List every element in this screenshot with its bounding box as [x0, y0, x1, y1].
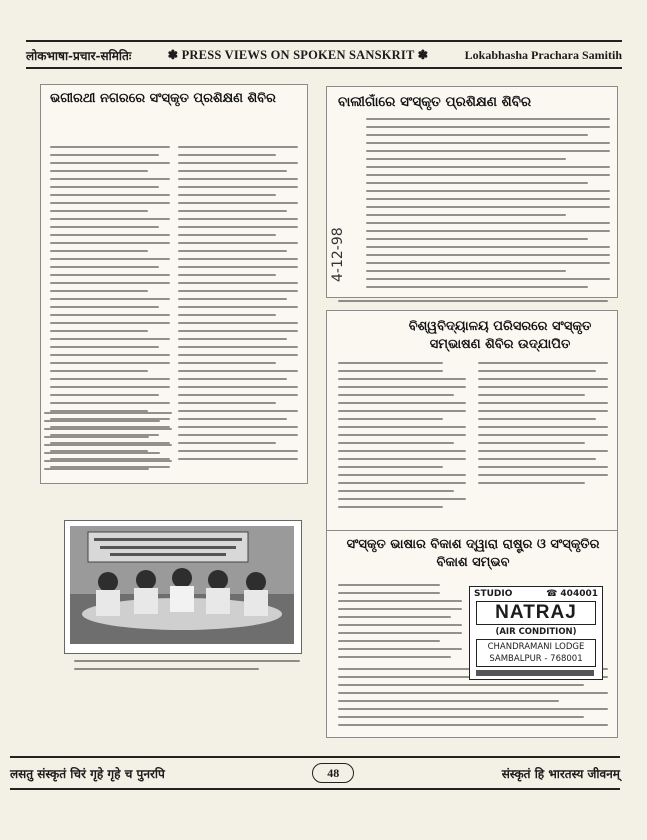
header-top-rule: [26, 40, 622, 42]
page-number: 48: [312, 763, 354, 783]
ad-note: (AIR CONDITION): [495, 627, 577, 637]
footer-bottom-rule: [10, 788, 620, 790]
footer-top-rule: [10, 756, 620, 758]
article-1-lower-col1: [44, 412, 172, 476]
group-photo-image: [70, 526, 294, 644]
article-4-headline: ସଂସ୍କୃତ ଭାଷାର ବିକାଶ ଦ୍ୱାରା ରାଷ୍ଟ୍ର ଓ ସଂସ୍କୃତିର ବିକାଶ ସମ୍ଭବ: [346, 537, 600, 570]
ad-address-line2: SAMBALPUR - 768001: [489, 654, 583, 664]
article-1-headline: ଭଗୀରଥୀ ନଗରରେ ସଂସ୍କୃତ ପ୍ରଶିକ୍ଷଣ ଶିବିର: [50, 91, 276, 106]
header-left-text: लोकभाषा-प्रचार-समितिः: [26, 48, 132, 63]
article-1-text-col2: [178, 146, 298, 466]
page-footer: [10, 760, 620, 786]
header-bottom-rule: [26, 67, 622, 69]
studio-advertisement: [469, 586, 603, 680]
ad-phone: ☎ 404001: [546, 589, 598, 599]
footer-left-text: लसतु संस्कृतं चिरं गृहे गृहे च पुनरपि: [10, 766, 165, 781]
header-center-text: ✽ PRESS VIEWS ON SPOKEN SANSKRIT ✽: [167, 48, 429, 62]
page-header: [26, 44, 622, 66]
article-3-text-col1: [338, 362, 466, 514]
group-photo: [70, 526, 294, 644]
article-2-footer-line: [338, 300, 608, 302]
ad-tagline-bar: [476, 670, 594, 676]
article-2-headline: ବାଲୀଗାଁରେ ସଂସ୍କୃତ ପ୍ରଶିକ୍ଷଣ ଶିବିର: [338, 94, 532, 110]
handwritten-date: 4-12-98: [330, 227, 346, 282]
ad-studio-label: STUDIO: [474, 589, 513, 599]
photo-caption-lines: [74, 660, 300, 676]
article-2-text: [366, 118, 610, 294]
ad-address-line1: CHANDRAMANI LODGE: [487, 642, 585, 652]
article-3-text-col2: [478, 362, 608, 490]
ad-brand-name: NATRAJ: [476, 601, 596, 625]
header-right-text: Lokabhasha Prachara Samitih: [464, 47, 622, 62]
footer-right-text: संस्कृतं हि भारतस्य जीवनम्: [501, 766, 620, 781]
article-3-headline: ବିଶ୍ୱବିଦ୍ୟାଳୟ ପରିସରରେ ସଂସ୍କୃତ ସମ୍ଭାଷଣ ଶିବିର ଉଦ୍ଯାପିତ: [408, 319, 592, 352]
article-4-text-col1: [338, 584, 462, 664]
ad-address: [476, 639, 596, 667]
